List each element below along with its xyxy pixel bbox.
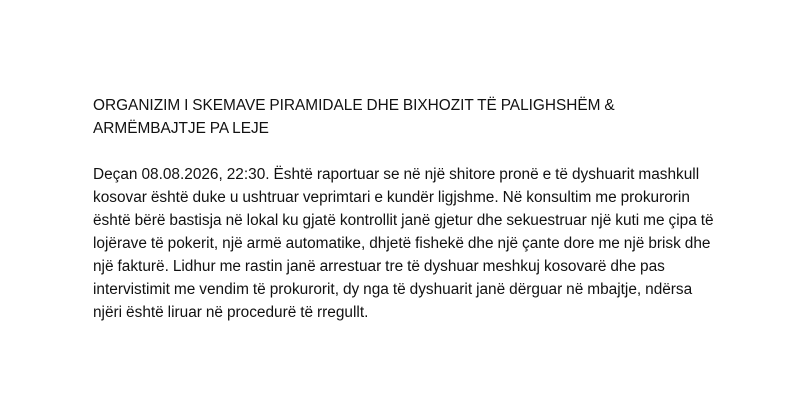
document-body: Deçan 08.08.2026, 22:30. Është raportuar se në një shitore pronë e të dyshuarit mashkull kosovar është duke u ushtruar veprimtari e kundër ligjshme. Në konsultim me prokurorin është bërë bastisja në lokal ku gjatë kontrollit janë gjetur dhe sekuestruar një kuti me çipa të lojërave të pokerit, një armë automatike, dhjetë fishekë dhe një çante dore me një brisk dhe një fakturë. Lidhur me rastin janë arrestuar tre të dyshuar meshkuj kosovarë dhe pas intervistimit me vendim të prokurorit, dy nga të dyshuarit janë dërguar në mbajtje, ndërsa njëri është liruar në procedurë të rregullt. — [93, 166, 714, 321]
document — [93, 94, 718, 324]
document-title: ORGANIZIM I SKEMAVE PIRAMIDALE DHE BIXHOZIT TË PALIGHSHËM & ARMËMBAJTJE PA LEJE — [93, 97, 615, 137]
